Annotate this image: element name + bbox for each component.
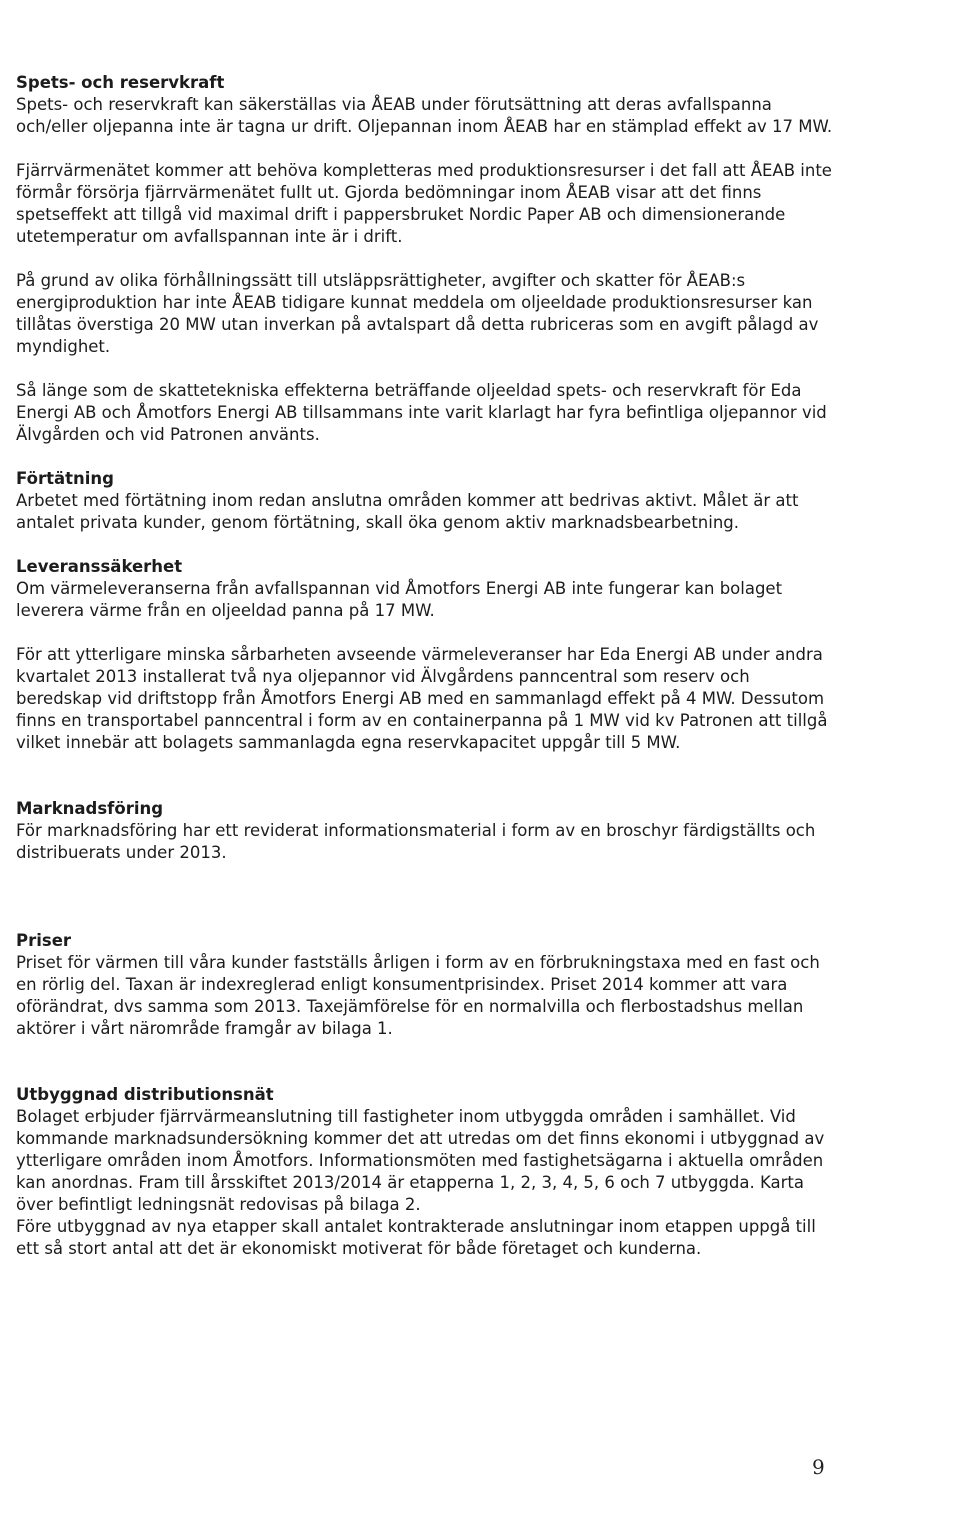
section-paragraph: För att ytterligare minska sårbarheten avseende värmeleveranser har Eda Energi AB under andra kvartalet 2013 installerat två nya oljepannor vid Älvgårdens panncentral som reserv och beredskap vid driftstopp från Åmotfors Energi AB med en sammanlagd effekt på 4 MW. Dessutom finns en transportabel panncentral i form av en containerpanna på 1 MW vid kv Patronen att tillgå vilket innebär att bolagets sammanlagda egna reservkapacitet uppgår till 5 MW. — [16, 645, 828, 752]
section-heading: Leveranssäkerhet — [16, 557, 183, 576]
section-priser — [16, 930, 836, 1040]
section-marknadsforing — [16, 798, 836, 864]
page-number: 9 — [812, 1455, 825, 1479]
section-heading: Marknadsföring — [16, 799, 164, 818]
section-paragraph: Så länge som de skattetekniska effekterna beträffande oljeeldad spets- och reservkraft för Eda Energi AB och Åmotfors Energi AB tillsammans inte varit klarlagt har fyra befintliga oljepannor vid Älvgården och vid Patronen använts. — [16, 381, 827, 444]
section-utbyggnad-distributionsnat — [16, 1084, 836, 1260]
section-paragraph: Om värmeleveranserna från avfallspannan vid Åmotfors Energi AB inte fungerar kan bolaget leverera värme från en oljeeldad panna på 17 MW. — [16, 579, 783, 620]
section-fortatning — [16, 468, 836, 534]
section-heading: Utbyggnad distributionsnät — [16, 1085, 274, 1104]
section-leveranssakerhet — [16, 556, 836, 754]
section-paragraph: Arbetet med förtätning inom redan anslutna områden kommer att bedrivas aktivt. Målet är att antalet privata kunder, genom förtätning, skall öka genom aktiv marknadsbearbetning. — [16, 491, 799, 532]
section-heading: Förtätning — [16, 469, 114, 488]
section-paragraph: På grund av olika förhållningssätt till utsläppsrättigheter, avgifter och skatter för ÅEAB:s energiproduktion har inte ÅEAB tidigare kunnat meddela om oljeeldade produktionsresurser kan tillåtas överstiga 20 MW utan inverkan på avtalspart då detta rubriceras som en avgift pålagd av myndighet. — [16, 271, 819, 356]
document-page — [16, 72, 836, 1260]
section-paragraph: Bolaget erbjuder fjärrvärmeanslutning till fastigheter inom utbyggda områden i samhället. Vid kommande marknadsundersökning kommer det att utredas om det finns ekonomi i utbyggnad av ytterligare områden inom Åmotfors. Informationsmöten med fastighetsägarna i aktuella områden kan anordnas. Fram till årsskiftet 2013/2014 är etapperna 1, 2, 3, 4, 5, 6 och 7 utbyggda. Karta över befintligt ledningsnät redovisas på bilaga 2. — [16, 1107, 825, 1214]
section-heading: Priser — [16, 931, 72, 950]
section-paragraph: Spets- och reservkraft kan säkerställas via ÅEAB under förutsättning att deras avfallspanna och/eller oljepanna inte är tagna ur drift. Oljepannan inom ÅEAB har en stämplad effekt av 17 MW. — [16, 95, 833, 136]
section-paragraph: Fjärrvärmenätet kommer att behöva kompletteras med produktionsresurser i det fall att ÅEAB inte förmår försörja fjärrvärmenätet fullt ut. Gjorda bedömningar inom ÅEAB visar att det finns spetseffekt att tillgå vid maximal drift i pappersbruket Nordic Paper AB och dimensionerande utetemperatur om avfallspannan inte är i drift. — [16, 161, 832, 246]
section-spets-och-reservkraft — [16, 72, 836, 446]
section-paragraph: För marknadsföring har ett reviderat informationsmaterial i form av en broschyr färdigställts och distribuerats under 2013. — [16, 821, 816, 862]
section-paragraph: Priset för värmen till våra kunder fastställs årligen i form av en förbrukningstaxa med en fast och en rörlig del. Taxan är indexreglerad enligt konsumentprisindex. Priset 2014 kommer att vara oförändrat, dvs samma som 2013. Taxejämförelse för en normalvilla och flerbostadshus mellan aktörer i vårt närområde framgår av bilaga 1. — [16, 953, 820, 1038]
section-heading: Spets- och reservkraft — [16, 73, 225, 92]
section-paragraph: Före utbyggnad av nya etapper skall antalet kontrakterade anslutningar inom etappen uppgå till ett så stort antal att det är ekonomiskt motiverat för både företaget och kunderna. — [16, 1217, 816, 1258]
